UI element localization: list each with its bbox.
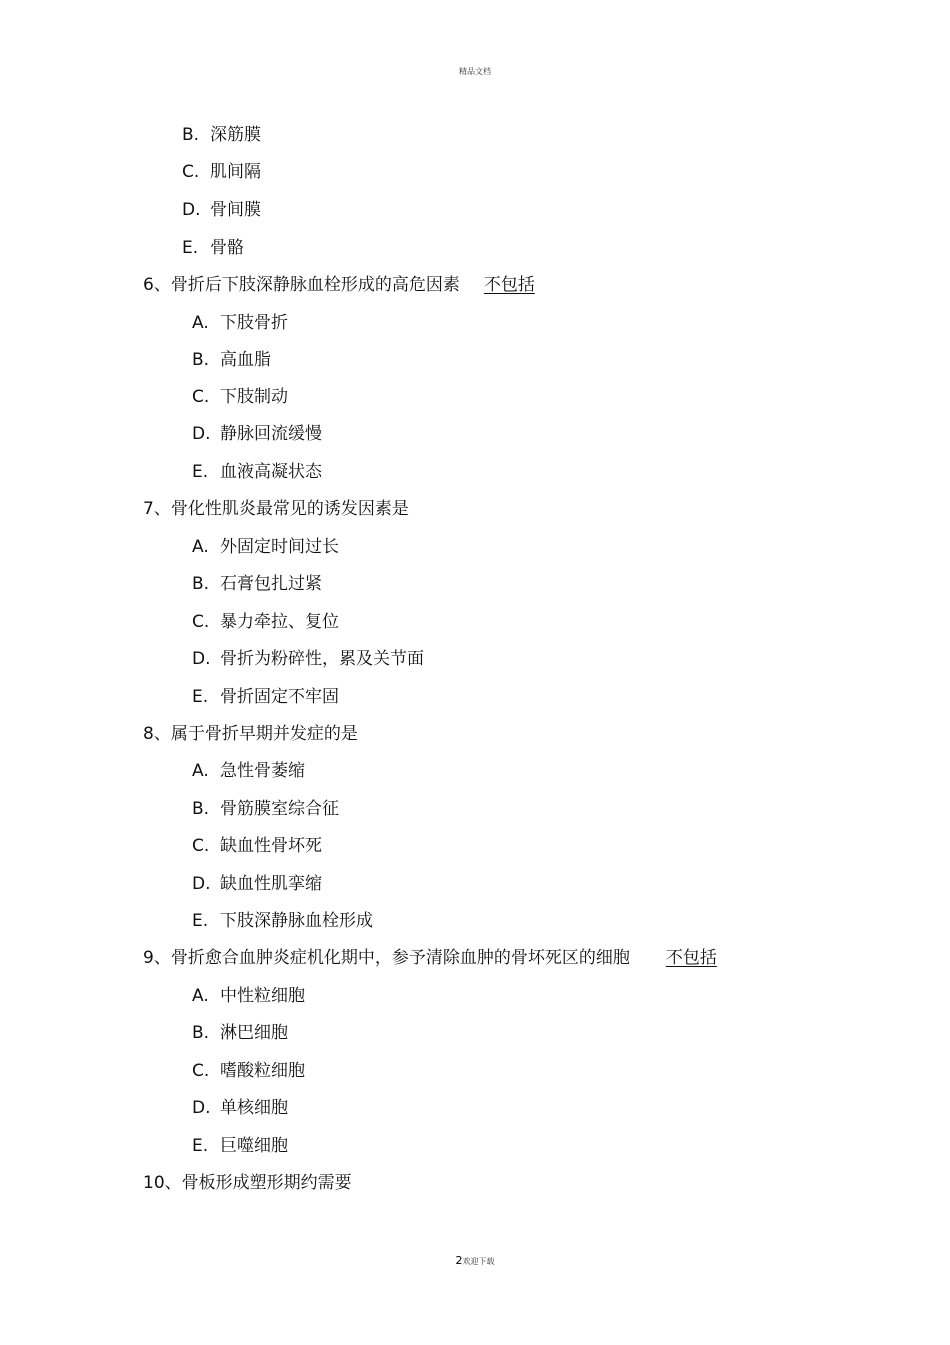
- option-text: 骨间膜: [210, 200, 261, 220]
- option-line: [192, 461, 322, 483]
- option-line: [192, 536, 339, 558]
- option-label: E.: [182, 238, 199, 258]
- question-line: [143, 723, 358, 745]
- question-number: 10、: [143, 1173, 182, 1193]
- option-label: B.: [182, 125, 200, 145]
- option-label: D.: [192, 1098, 211, 1118]
- option-label: A.: [192, 761, 209, 781]
- option-text: 静脉回流缓慢: [220, 424, 322, 444]
- option-text: 嗜酸粒细胞: [220, 1061, 305, 1081]
- option-text: 中性粒细胞: [220, 986, 305, 1006]
- option-label: B.: [192, 1023, 210, 1043]
- underlined-keyword: 不包括: [483, 275, 535, 295]
- option-text: 高血脂: [220, 350, 271, 370]
- option-line: [192, 985, 305, 1007]
- option-label: B.: [192, 799, 210, 819]
- option-label: D.: [192, 424, 211, 444]
- option-label: D.: [182, 200, 201, 220]
- option-text: 外固定时间过长: [220, 537, 339, 557]
- option-label: C.: [192, 387, 210, 407]
- option-label: D.: [192, 874, 211, 894]
- option-label: C.: [192, 1061, 210, 1081]
- option-line: [192, 1060, 305, 1082]
- option-line: [192, 573, 322, 595]
- option-label: E.: [192, 911, 209, 931]
- option-text: 石膏包扎过紧: [220, 574, 322, 594]
- option-label: A.: [192, 313, 209, 333]
- question-line: [143, 947, 717, 969]
- question-line: [143, 1172, 352, 1194]
- option-line: [192, 423, 322, 445]
- option-label: B.: [192, 574, 210, 594]
- option-text: 单核细胞: [220, 1098, 288, 1118]
- option-text: 骨筋膜室综合征: [220, 799, 339, 819]
- option-line: [192, 835, 322, 857]
- question-text: 骨化性肌炎最常见的诱发因素是: [170, 499, 409, 519]
- option-text: 急性骨萎缩: [220, 761, 305, 781]
- option-line: [192, 1022, 288, 1044]
- option-line: [182, 199, 261, 221]
- option-text: 骨折固定不牢固: [220, 687, 339, 707]
- option-text: 深筋膜: [210, 125, 261, 145]
- option-label: E.: [192, 1136, 209, 1156]
- option-text: 骨骼: [210, 238, 244, 258]
- option-line: [192, 648, 424, 670]
- page-header: 精品文档: [459, 67, 491, 76]
- option-line: [192, 611, 339, 633]
- question-text: 属于骨折早期并发症的是: [170, 724, 358, 744]
- option-label: E.: [192, 462, 209, 482]
- footer-text: 欢迎下载: [462, 1257, 495, 1266]
- option-line: [182, 161, 261, 183]
- option-line: [182, 237, 244, 259]
- option-line: [192, 1097, 288, 1119]
- page-number: 2: [455, 1254, 463, 1267]
- option-text: 骨折为粉碎性，累及关节面: [220, 649, 424, 669]
- option-line: [192, 798, 339, 820]
- question-number: 8、: [143, 724, 171, 744]
- option-label: C.: [192, 612, 210, 632]
- question-number: 7、: [143, 499, 171, 519]
- option-line: [192, 312, 288, 334]
- option-text: 肌间隔: [210, 162, 261, 182]
- question-text: 骨折后下肢深静脉血栓形成的高危因素: [170, 275, 460, 295]
- option-text: 下肢深静脉血栓形成: [220, 911, 373, 931]
- option-text: 巨噬细胞: [220, 1136, 288, 1156]
- option-label: C.: [192, 836, 210, 856]
- option-text: 淋巴细胞: [220, 1023, 288, 1043]
- question-number: 9、: [143, 948, 171, 968]
- option-line: [182, 124, 261, 146]
- option-label: D.: [192, 649, 211, 669]
- option-text: 缺血性肌挛缩: [220, 874, 322, 894]
- option-line: [192, 910, 373, 932]
- underlined-keyword: 不包括: [665, 948, 717, 968]
- option-text: 血液高凝状态: [220, 462, 322, 482]
- option-line: [192, 1135, 288, 1157]
- option-text: 缺血性骨坏死: [220, 836, 322, 856]
- question-number: 6、: [143, 275, 171, 295]
- page-footer: [0, 1254, 950, 1267]
- question-text: 骨折愈合血肿炎症机化期中，参予清除血肿的骨坏死区的细胞: [170, 948, 630, 968]
- question-line: [143, 498, 409, 520]
- option-line: [192, 686, 339, 708]
- option-text: 下肢骨折: [220, 313, 288, 333]
- option-label: C.: [182, 162, 200, 182]
- option-line: [192, 760, 305, 782]
- question-text: 骨板形成塑形期约需要: [181, 1173, 352, 1193]
- option-text: 下肢制动: [220, 387, 288, 407]
- option-label: A.: [192, 986, 209, 1006]
- option-text: 暴力牵拉、复位: [220, 612, 339, 632]
- option-label: E.: [192, 687, 209, 707]
- option-line: [192, 873, 322, 895]
- option-label: A.: [192, 537, 209, 557]
- option-line: [192, 349, 271, 371]
- option-line: [192, 386, 288, 408]
- question-line: [143, 274, 535, 296]
- option-label: B.: [192, 350, 210, 370]
